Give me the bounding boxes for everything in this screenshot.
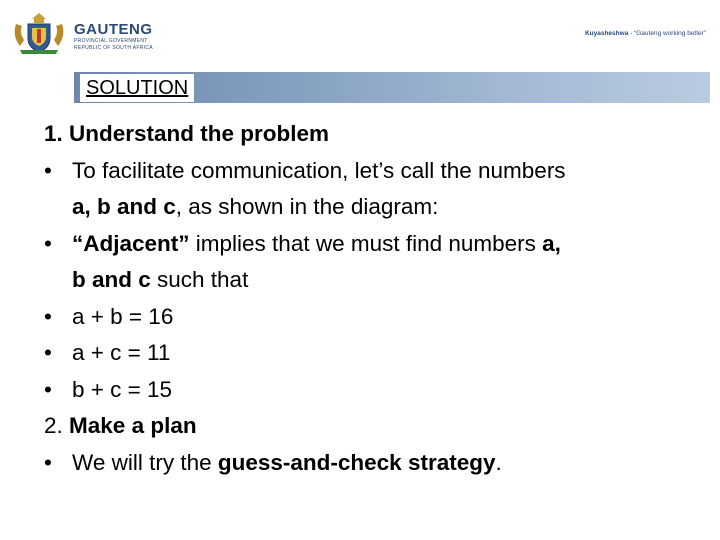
logo-subtitle-2: REPUBLIC OF SOUTH AFRICA (74, 45, 153, 51)
slide-title (80, 74, 194, 102)
step-2-number: 2. (44, 413, 70, 438)
step-2-heading (44, 408, 704, 445)
bullet-2-bold-2: a, (542, 230, 561, 256)
equation-1-text: a + b = 16 (72, 303, 174, 329)
bullet-1-text: To facilitate communication, let’s call the numbers (72, 157, 566, 183)
bullet-2-cont (44, 262, 704, 299)
equation-2 (44, 335, 704, 372)
slide-content (44, 116, 704, 481)
tagline-brand: Kuyasheshwa (584, 30, 629, 37)
bullet-6-bold: guess-and-check strategy (217, 449, 496, 475)
equation-3-text: b + c = 15 (72, 376, 173, 402)
bullet-dot-icon: • (44, 449, 52, 475)
tagline (585, 30, 706, 37)
tagline-text: - “Gauteng working better” (628, 30, 706, 37)
bullet-2-text-2: such that (150, 267, 249, 292)
slide-title-text: SOLUTION (86, 77, 189, 99)
bullet-6-text: We will try the (72, 449, 218, 475)
bullet-1-bold: a, b and c (72, 194, 176, 219)
step-2-text: Make a plan (69, 413, 197, 438)
bullet-dot-icon: • (44, 303, 52, 329)
bullet-1-text-2: , as shown in the diagram: (175, 194, 439, 219)
equation-2-text: a + c = 11 (72, 340, 171, 365)
slide-header (0, 0, 720, 62)
bullet-1-cont (44, 189, 704, 226)
bullet-6 (44, 445, 704, 482)
bullet-dot-icon: • (44, 376, 52, 402)
bullet-dot-icon: • (44, 340, 52, 365)
bullet-2-bold-3: b and c (72, 267, 151, 292)
bullet-dot-icon: • (44, 230, 52, 256)
step-1-text: 1. Understand the problem (44, 121, 330, 146)
bullet-2-bold-1: “Adjacent” (72, 230, 190, 256)
bullet-dot-icon: • (44, 157, 52, 183)
equation-3 (44, 372, 704, 409)
equation-1 (44, 299, 704, 336)
bullet-2-text: implies that we must find numbers (189, 230, 543, 256)
coat-of-arms-icon (10, 10, 68, 56)
bullet-2 (44, 226, 704, 263)
step-1-heading (44, 116, 704, 153)
bullet-6-text-2: . (495, 449, 502, 475)
gauteng-logo (74, 22, 153, 51)
logo-name: GAUTENG (74, 21, 153, 38)
bullet-1 (44, 153, 704, 190)
logo-subtitle-1: PROVINCIAL GOVERNMENT (74, 38, 148, 44)
